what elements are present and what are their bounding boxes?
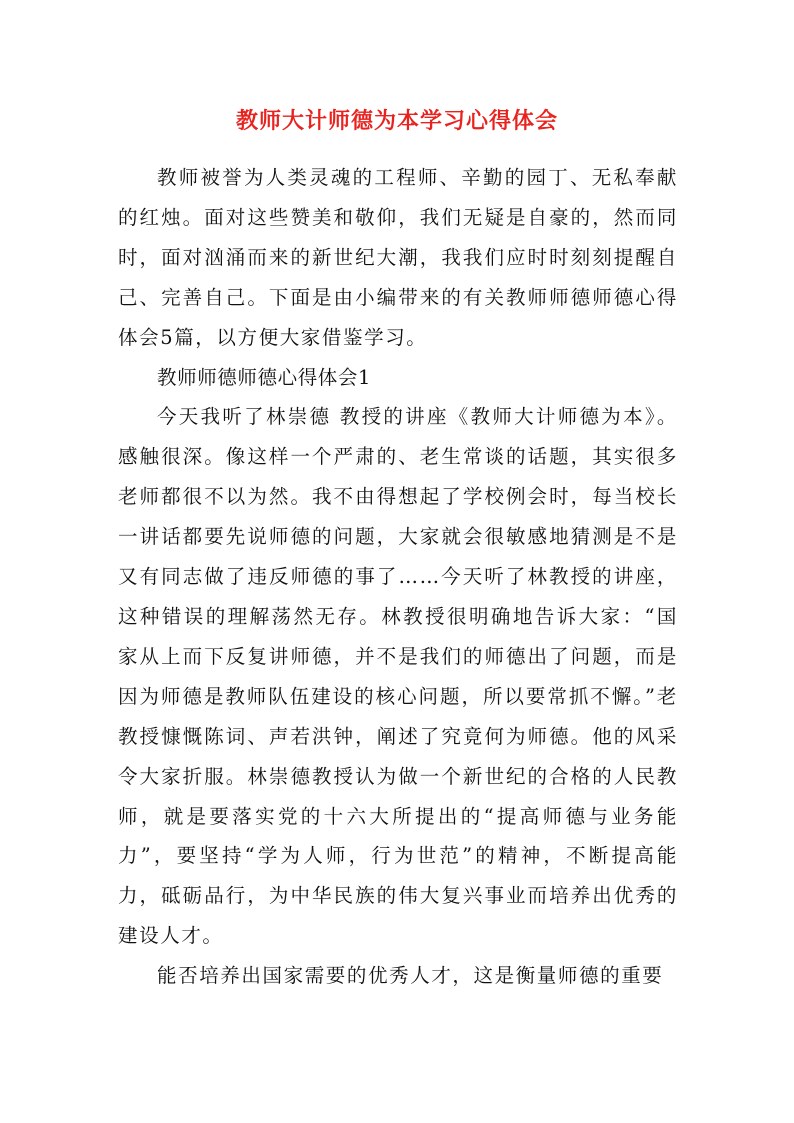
- document-title: 教师大计师德为本学习心得体会: [235, 108, 558, 134]
- paragraph-lecture: 今天我听了林崇德 教授的讲座《教师大计师德为本》。感触很深。像这样一个严肃的、老生常谈的话题，其实很多老师都很不以为然。我不由得想起了学校例会时，每当校长一讲话都要先说师德的问题，大家就会很敏感地猜测是不是又有同志做了违反师德的事了……今天听了林教授的讲座，这种错误的理解荡然无存。林教授很明确地告诉大家：“国家从上而下反复讲师德，并不是我们的师德出了问题，而是因为师德是教师队伍建设的核心问题，所以要常抓不懈。”老教授慷慨陈词、声若洪钟，阐述了究竟何为师德。他的风采令大家折服。林崇德教授认为做一个新世纪的合格的人民教师，就是要落实党的十六大所提出的“提高师德与业务能力”，要坚持“学为人师，行为世范”的精神，不断提高能力，砥砺品行，为中华民族的伟大复兴事业而培养出优秀的建设人才。: [118, 405, 678, 948]
- document-body: [118, 158, 678, 996]
- paragraph-continued: 能否培养出国家需要的优秀人才，这是衡量师德的重要: [157, 964, 664, 988]
- paragraph-intro: 教师被誉为人类灵魂的工程师、辛勤的园丁、无私奉献的红烛。面对这些赞美和敬仰，我们无疑是自豪的，然而同时，面对汹涌而来的新世纪大潮，我我们应时时刻刻提醒自己、完善自己。下面是由小编带来的有关教师师德师德心得体会5篇，以方便大家借鉴学习。: [118, 166, 678, 349]
- section-heading: 教师师德师德心得体会1: [157, 365, 372, 389]
